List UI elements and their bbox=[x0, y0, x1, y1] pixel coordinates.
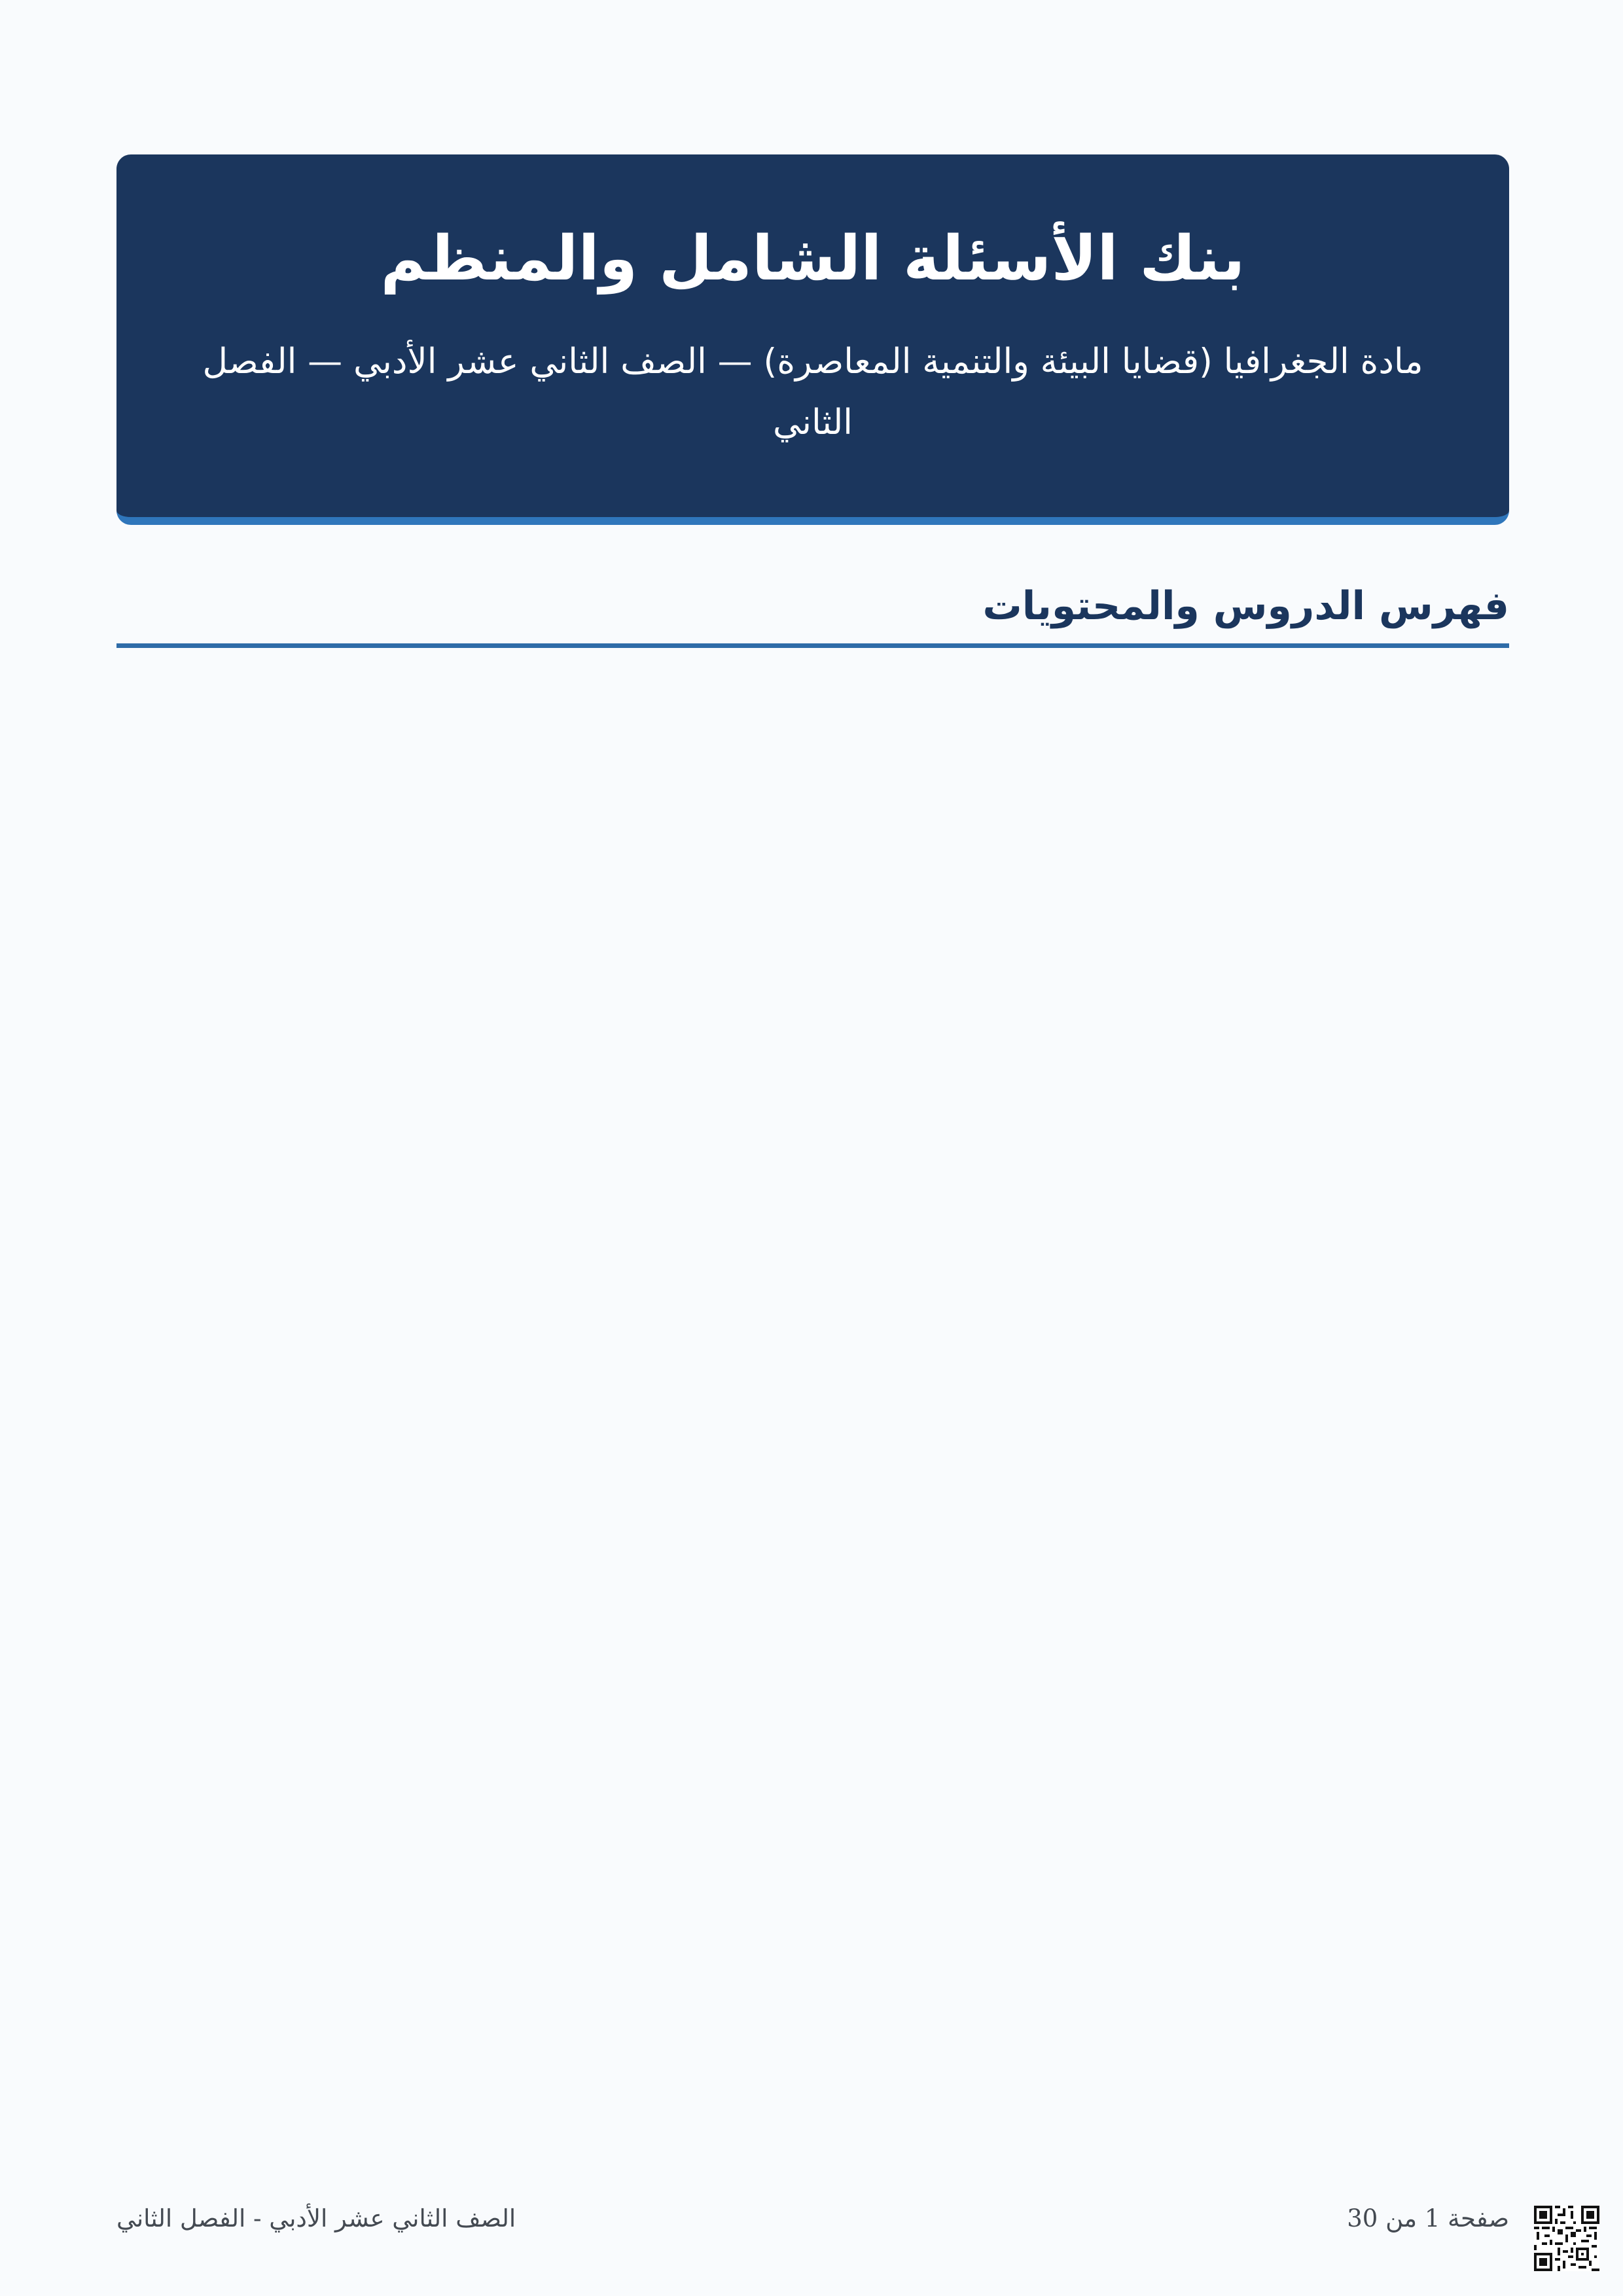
footer-grade-label: الصف الثاني عشر الأدبي - الفصل الثاني bbox=[116, 2204, 516, 2233]
toc-section bbox=[116, 576, 1509, 648]
page-number: صفحة 1 من 30 bbox=[1347, 2204, 1509, 2233]
document-subtitle: مادة الجغرافيا (قضايا البيئة والتنمية المعاصرة) — الصف الثاني عشر الأدبي — الفصل الثاني bbox=[202, 342, 1423, 442]
title-banner bbox=[116, 154, 1509, 525]
toc-heading: فهرس الدروس والمحتويات bbox=[982, 583, 1509, 629]
page-footer bbox=[116, 2199, 1509, 2238]
qr-code-icon bbox=[1534, 2206, 1599, 2271]
document-title: بنك الأسئلة الشامل والمنظم bbox=[380, 223, 1245, 295]
